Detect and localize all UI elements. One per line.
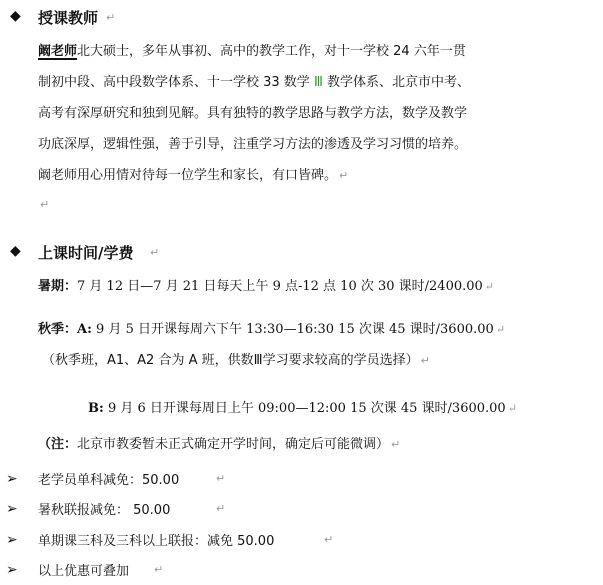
class-a-label: A: [77, 322, 92, 337]
discount-text: 单期课三科及三科以上联报：减免 50.00 [38, 534, 275, 549]
autumn-note-text: （秋季班，A1、A2 合为 A 班，供数Ⅲ学习要求较高的学员选择） [42, 353, 419, 368]
summer-label: 暑期： [38, 279, 78, 294]
arrow-bullet-icon: ➢ [6, 532, 18, 548]
teacher-bio-line-5 [38, 164, 348, 183]
paragraph-mark-icon: ↵ [495, 323, 506, 336]
teacher-bio-line-2b: 教学体系、北京市中考、 [322, 75, 471, 90]
discount-item-1 [6, 468, 226, 488]
paragraph-mark-icon: ↵ [420, 354, 430, 367]
section-title-schedule: 上课时间/学费 [38, 244, 134, 262]
summer-schedule [38, 275, 494, 294]
schedule-notice [38, 433, 400, 452]
paragraph-mark-icon: ↵ [324, 533, 334, 546]
autumn-class-b [88, 397, 517, 416]
discount-text: 以上优惠可叠加 [38, 564, 130, 579]
class-b-label: B: [88, 401, 104, 416]
section-marker-icon: ◆ [10, 8, 21, 24]
paragraph-mark-icon: ↵ [150, 246, 160, 259]
teacher-bio-line-2a: 制初中段、高中段数学体系、十一学校 33 数学 [38, 75, 314, 90]
paragraph-mark-icon: ↵ [40, 198, 50, 211]
teacher-bio-line-3: 高考有深厚研究和独到见解。具有独特的教学思路与教学方法，数学及教学 [38, 106, 468, 121]
teacher-name: 阚老师 [38, 44, 78, 59]
class-a-text: 9 月 5 日开课每周六下午 13:30—16:30 15 次课 45 课时/3600.00 [96, 322, 494, 337]
autumn-class-a [38, 318, 505, 337]
class-b-text: 9 月 6 日开课每周日上午 09:00—12:00 15 次课 45 课时/3600.00 [107, 401, 506, 416]
teacher-bio-line-4: 功底深厚，逻辑性强，善于引导，注重学习方法的渗透及学习习惯的培养。 [38, 137, 468, 152]
discount-item-2 [6, 498, 226, 518]
teacher-bio-line-1-text: 北大硕士，多年从事初、高中的教学工作，对十一学校 24 六年一贯 [77, 44, 466, 59]
section-marker-icon: ◆ [10, 243, 21, 259]
paragraph-mark-icon: ↵ [484, 280, 495, 293]
section-title-teacher: 授课教师 [38, 9, 99, 27]
paragraph-mark-icon: ↵ [216, 472, 226, 485]
teacher-bio-line-5-text: 阚老师用心用情对待每一位学生和家长，有口皆碑。 [38, 168, 338, 183]
paragraph-mark-icon: ↵ [216, 502, 226, 515]
autumn-label: 秋季： [38, 322, 78, 337]
notice-text: 北京市教委暂未正式确定开学时间，确定后可能微调） [77, 437, 390, 452]
arrow-bullet-icon: ➢ [6, 501, 18, 517]
discount-text: 老学员单科减免：50.00 [38, 473, 180, 488]
arrow-bullet-icon: ➢ [6, 562, 18, 578]
autumn-note [42, 349, 430, 368]
paragraph-mark-icon: ↵ [106, 11, 116, 24]
paragraph-mark-icon: ↵ [507, 402, 517, 415]
arrow-bullet-icon: ➢ [6, 471, 18, 487]
notice-label: （注： [38, 437, 78, 452]
paragraph-mark-icon: ↵ [339, 169, 349, 182]
roman-three-label: Ⅲ [313, 75, 323, 90]
paragraph-mark-icon: ↵ [391, 438, 401, 451]
paragraph-mark-icon: ↵ [154, 563, 164, 576]
teacher-bio-line-2 [38, 71, 470, 90]
discount-item-4 [6, 559, 164, 579]
teacher-bio-line-1 [38, 40, 466, 59]
discount-item-3 [6, 529, 334, 549]
summer-text: 7 月 12 日—7 月 21 日每天上午 9 点-12 点 10 次 30 课时/2400.00 [77, 279, 483, 294]
discount-text: 暑秋联报减免： 50.00 [38, 503, 171, 518]
